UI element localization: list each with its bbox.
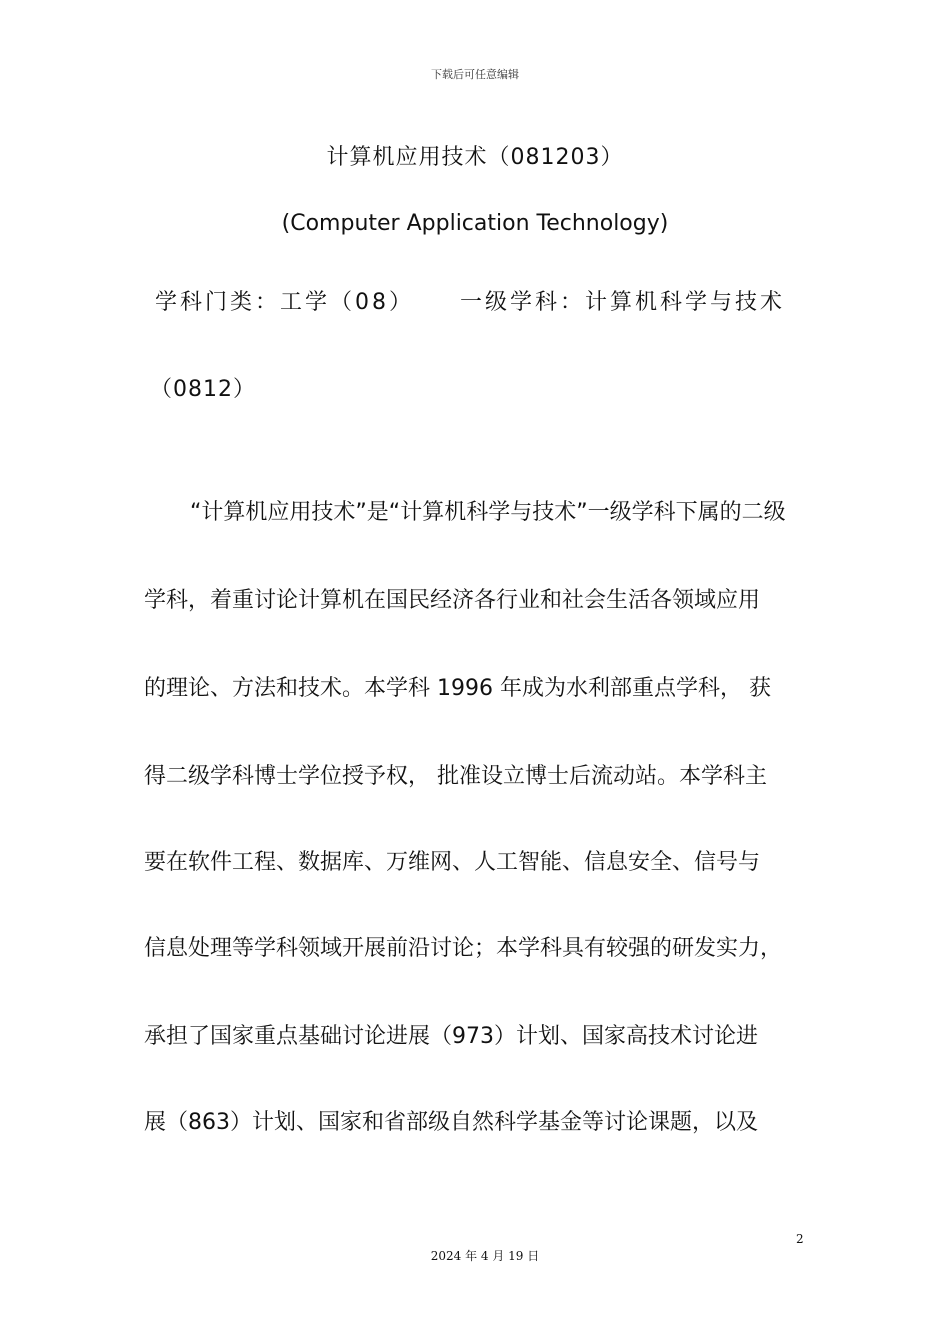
paragraph-line-1: “计算机应用技术”是“计算机科学与技术”一级学科下属的二级 <box>190 500 786 525</box>
paragraph-line-2: 学科，着重讨论计算机在国民经济各行业和社会生活各领域应用 <box>144 588 761 613</box>
discipline-category: 学科门类：工学（08） <box>155 290 414 315</box>
paragraph-line-6: 信息处理等学科领域开展前沿讨论；本学科具有较强的研发实力， <box>144 936 783 961</box>
paragraph-line-7: 承担了国家重点基础讨论进展（973）计划、国家高技术讨论进 <box>144 1024 758 1049</box>
first-level-discipline-code: （0812） <box>150 377 256 402</box>
title-chinese: 计算机应用技术（081203） <box>326 145 624 170</box>
first-level-discipline: 一级学科：计算机科学与技术 <box>460 290 786 315</box>
paragraph-line-8: 展（863）计划、国家和省部级自然科学基金等讨论课题，以及 <box>144 1110 758 1135</box>
title-english: (Computer Application Technology) <box>281 211 669 236</box>
page-number: 2 <box>796 1232 804 1246</box>
header-note: 下载后可任意编辑 <box>431 68 519 81</box>
paragraph-line-3: 的理论、方法和技术。本学科 1996 年成为水利部重点学科， 获 <box>144 676 771 701</box>
paragraph-line-4: 得二级学科博士学位授予权， 批准设立博士后流动站。本学科主 <box>144 764 767 789</box>
footer-date: 2024 年 4 月 19 日 <box>430 1249 540 1263</box>
paragraph-line-5: 要在软件工程、数据库、万维网、人工智能、信息安全、信号与 <box>144 850 761 875</box>
discipline-meta-line <box>155 285 815 316</box>
